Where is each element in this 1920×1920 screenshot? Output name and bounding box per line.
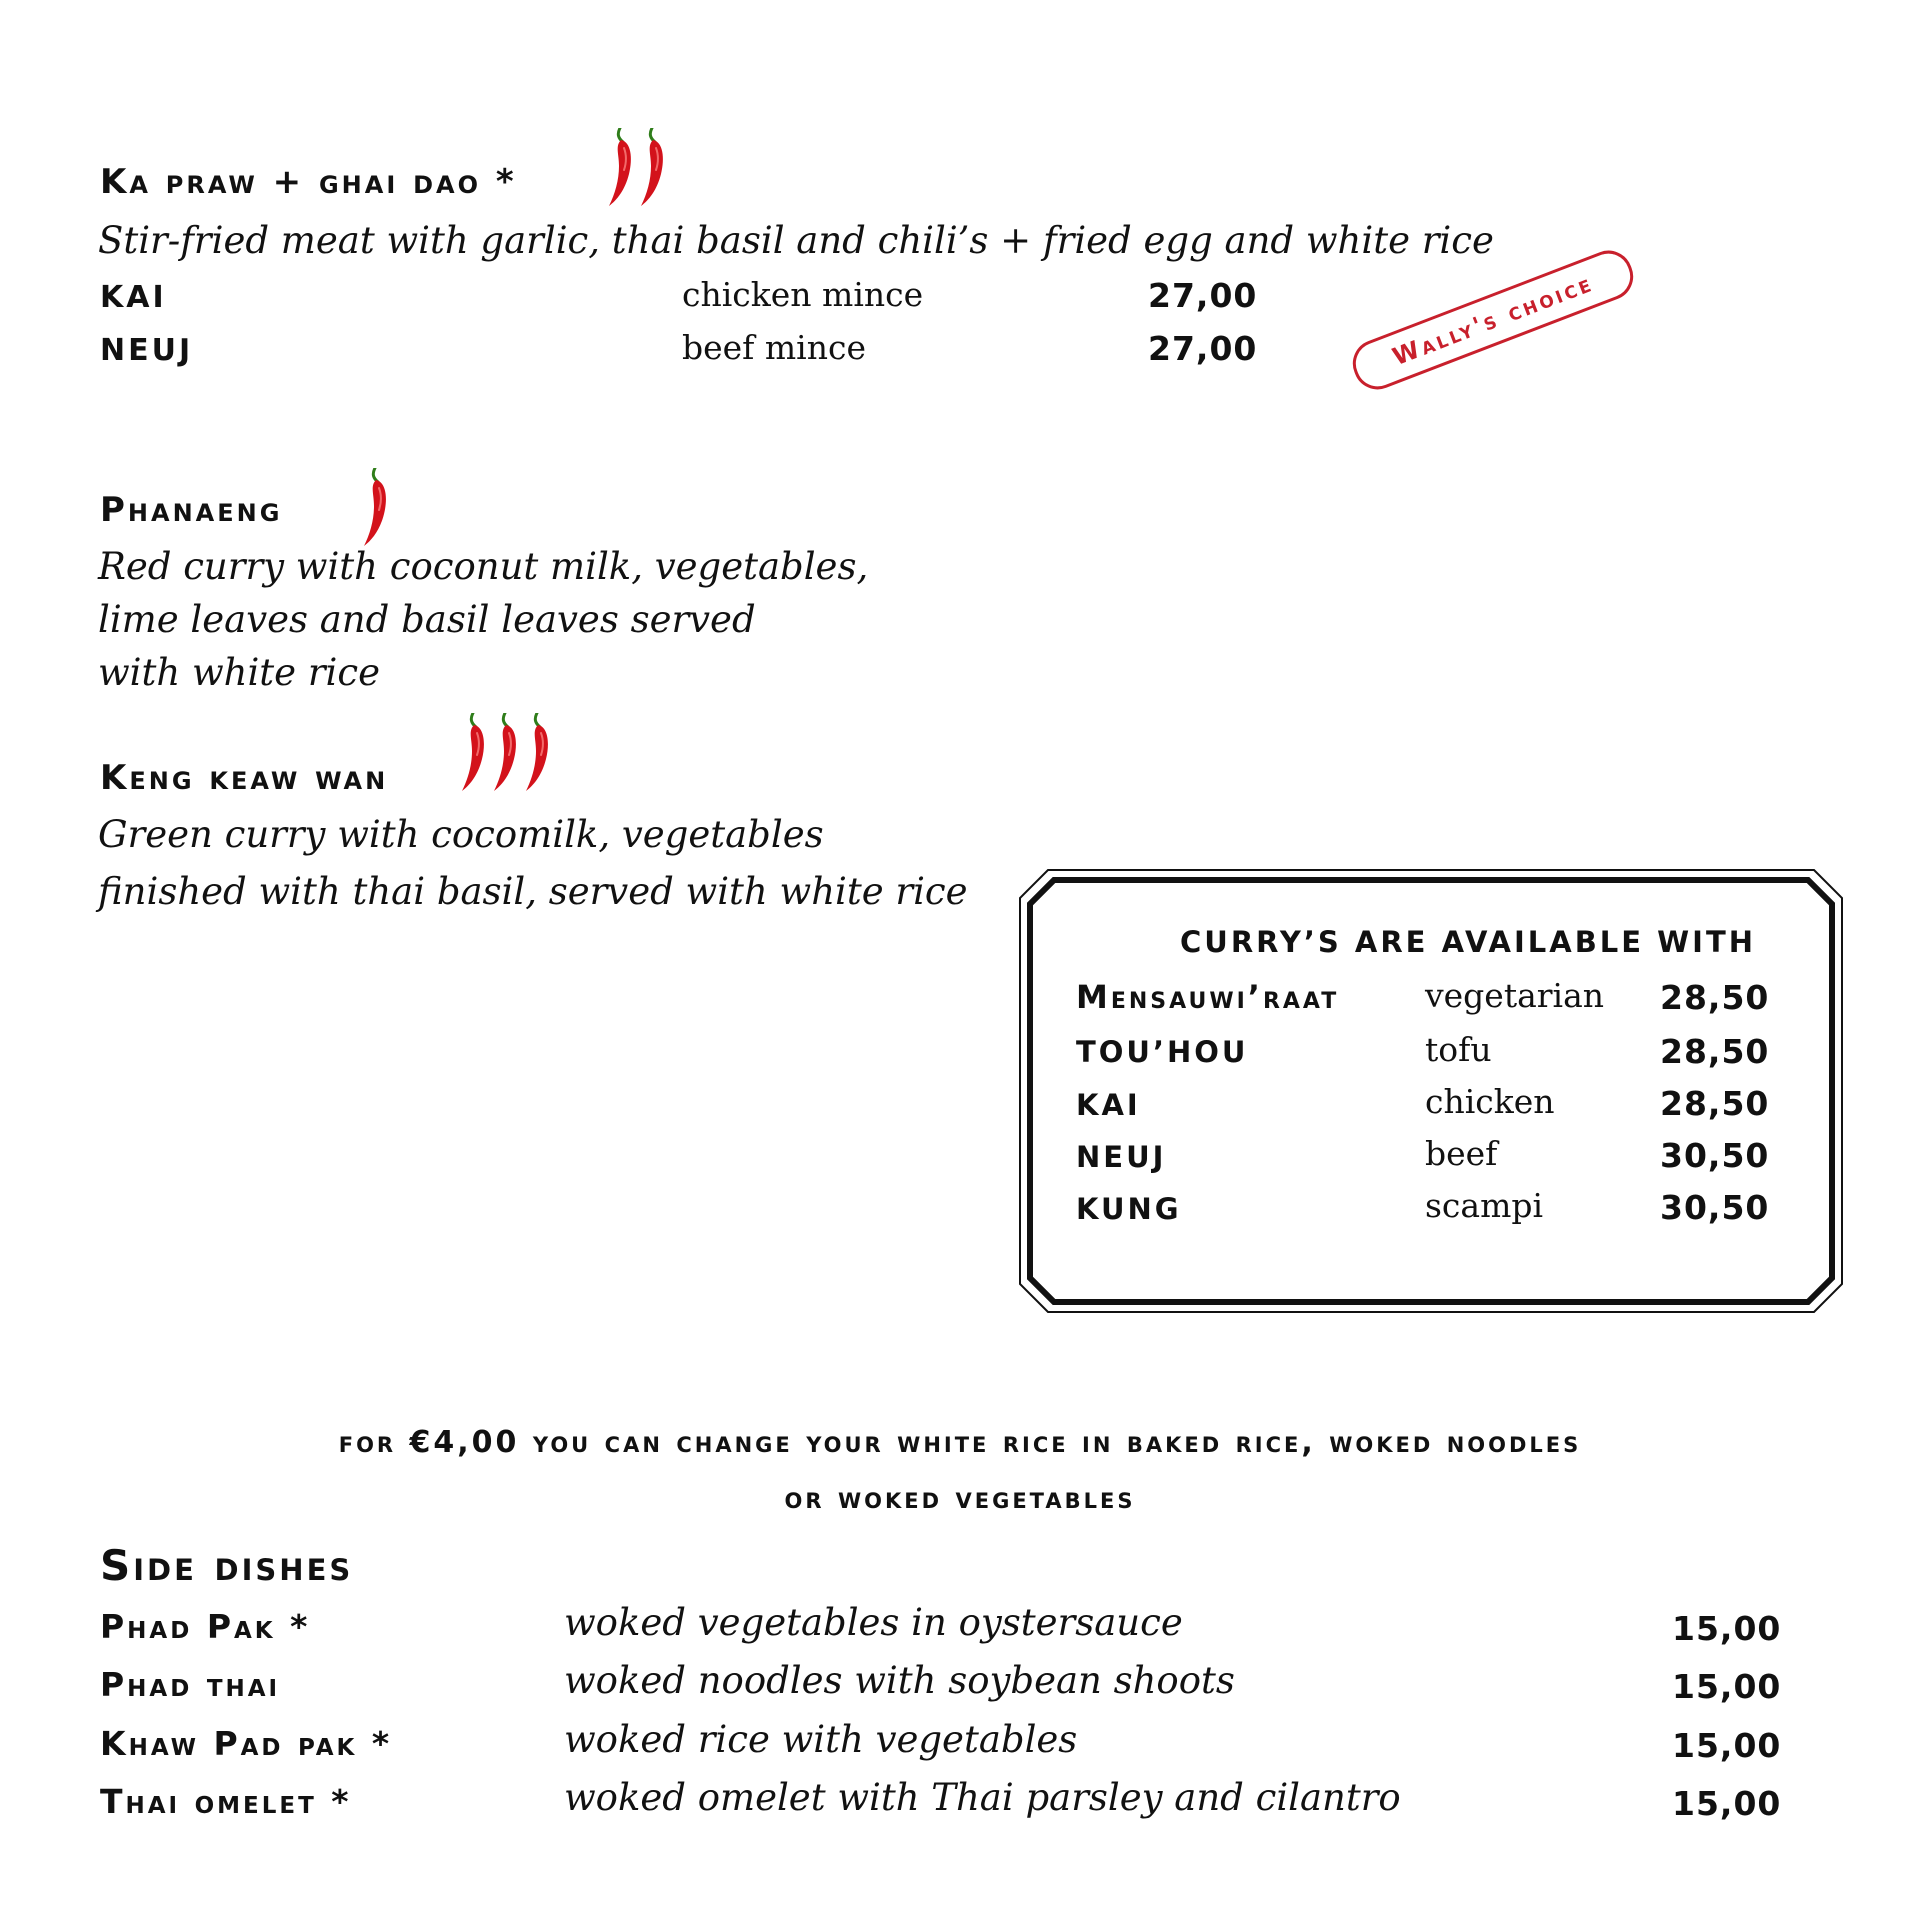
curry-option-price: 30,50	[1660, 1136, 1770, 1175]
variant-name: KAI	[100, 280, 167, 315]
rice-upgrade-notice: for €4,00 you can change your white rice in baked rice, woked noodles	[338, 1425, 1582, 1460]
curry-option-name: Mensauwi’raat	[1076, 978, 1340, 1016]
curry-option-name: NEUJ	[1076, 1140, 1167, 1174]
curry-option-price: 28,50	[1660, 1084, 1770, 1123]
side-dish-description: woked vegetables in oystersauce	[564, 1601, 1183, 1644]
side-dish-name: Phad thai	[100, 1665, 281, 1704]
variant-price: 27,00	[1148, 276, 1258, 315]
dish-description	[98, 808, 968, 918]
curry-option-name: TOU’HOU	[1076, 1035, 1249, 1069]
curry-option-description: chicken	[1425, 1082, 1555, 1121]
chili-icon	[490, 713, 524, 793]
curry-option-price: 28,50	[1660, 978, 1770, 1017]
variant-description: chicken mince	[682, 275, 924, 314]
description-line: with white rice	[98, 651, 380, 694]
chili-icon	[522, 713, 556, 793]
description-line: Green curry with cocomilk, vegetables	[98, 813, 824, 856]
wallys-choice-stamp: Wally's choice	[1346, 244, 1640, 397]
dish-title-ka-praw: Ka praw + ghai dao *	[100, 162, 517, 202]
side-dish-price: 15,00	[1672, 1726, 1782, 1765]
curry-box-heading: CURRY’S ARE AVAILABLE WITH	[1180, 925, 1757, 959]
chili-icon	[458, 713, 492, 793]
curry-option-price: 28,50	[1660, 1032, 1770, 1071]
variant-name: NEUJ	[100, 333, 194, 368]
chili-icon	[605, 128, 639, 208]
rice-upgrade-notice: or woked vegetables	[784, 1481, 1136, 1516]
curry-option-description: beef	[1425, 1134, 1498, 1173]
description-line: lime leaves and basil leaves served	[98, 598, 756, 641]
side-dish-name: Thai omelet *	[100, 1782, 352, 1821]
dish-title-phanaeng: Phanaeng	[100, 490, 283, 530]
curry-option-description: vegetarian	[1425, 976, 1605, 1015]
side-dish-name: Phad Pak *	[100, 1607, 311, 1646]
description-line: finished with thai basil, served with white rice	[98, 870, 968, 913]
dish-description	[98, 540, 868, 699]
side-dish-description: woked rice with vegetables	[564, 1718, 1078, 1761]
variant-description: beef mince	[682, 328, 866, 367]
side-dish-price: 15,00	[1672, 1784, 1782, 1823]
curry-option-price: 30,50	[1660, 1188, 1770, 1227]
curry-option-description: tofu	[1425, 1030, 1492, 1069]
chili-icon	[360, 468, 394, 548]
description-line: Red curry with coconut milk, vegetables,	[98, 545, 869, 588]
side-dish-price: 15,00	[1672, 1667, 1782, 1706]
dish-description: Stir-fried meat with garlic, thai basil and chili’s + fried egg and white rice	[98, 219, 1494, 262]
side-dishes-heading: Side dishes	[100, 1541, 354, 1590]
dish-title-keng-keaw-wan: Keng keaw wan	[100, 758, 389, 798]
side-dish-description: woked noodles with soybean shoots	[564, 1659, 1235, 1702]
side-dish-name: Khaw Pad pak *	[100, 1724, 393, 1763]
curry-option-name: KAI	[1076, 1088, 1141, 1122]
variant-price: 27,00	[1148, 329, 1258, 368]
curry-option-name: KUNG	[1076, 1192, 1182, 1226]
side-dish-price: 15,00	[1672, 1609, 1782, 1648]
chili-icon	[637, 128, 671, 208]
curry-option-description: scampi	[1425, 1186, 1544, 1225]
side-dish-description: woked omelet with Thai parsley and cilantro	[564, 1776, 1401, 1819]
